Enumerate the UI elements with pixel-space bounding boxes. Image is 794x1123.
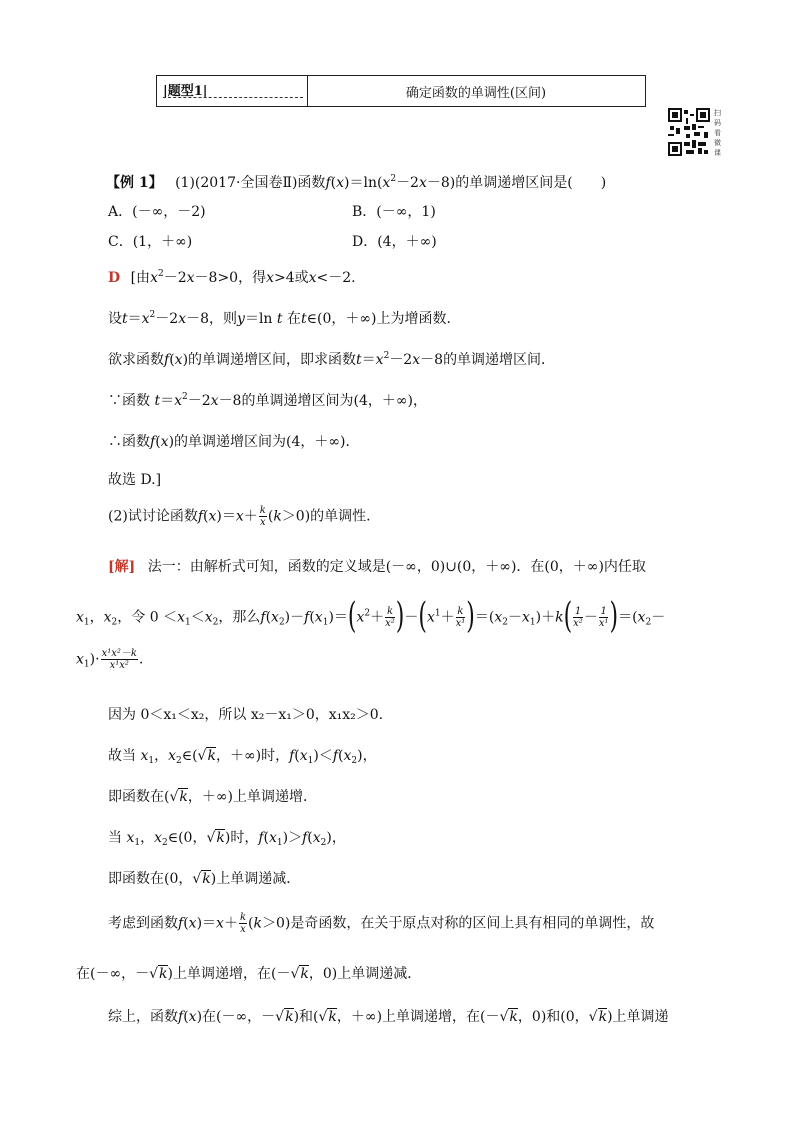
example-stem: 【例 1】 (1)(2017·全国卷Ⅱ)函数$f(x)=\ln(x^2-2x-8)$的单调递增区间是( ) — [106, 174, 607, 191]
option-c[interactable]: C．(1，＋∞) — [108, 234, 193, 250]
option-d[interactable]: D．(4，＋∞) — [352, 234, 437, 250]
part2-stem: (2)试讨论函数f(x)＝x＋ $\frac{k}{x}$ (k＞0)的单调性. — [108, 505, 371, 528]
example-label: 【例 1】 — [106, 175, 163, 191]
text: [由 — [130, 270, 151, 286]
text: )上单调递增，在(－ — [167, 966, 291, 982]
solution1-line4: ∵函数 $t=x^2-2x-8$的单调递增区间为(4，＋∞)， — [108, 392, 427, 409]
solution2-line3: $x_1)\cdot$ $\frac{\text{x¹x²－k}}{\text{x¹x²}}$ . — [76, 648, 144, 671]
fraction: $\frac{k}{\text{x¹}}$ — [455, 606, 466, 629]
text: 考虑到函数 — [108, 915, 178, 932]
text: 的单调递增区间为(4，＋∞)． — [174, 434, 360, 450]
solution1-line6: 故选 D.] — [108, 472, 162, 488]
text: ，＋∞)上单调递增，在(－ — [336, 1009, 500, 1025]
text: ，＋∞)上单调递增． — [187, 789, 317, 805]
text: 当 — [108, 830, 122, 846]
text: ，则 — [209, 311, 238, 327]
text: 的单调递增区间为(4，＋∞)， — [241, 393, 427, 409]
solution2-line6: 即函数在(√k，＋∞)上单调递增． — [108, 789, 317, 805]
text: 的单调递增区间，即求函数 — [188, 352, 357, 368]
qr-code-icon[interactable] — [668, 108, 710, 156]
solution1-line1: D [由$x^2-2x-8>0$，得x>4或x<－2. — [108, 269, 356, 286]
solution-label: [解] — [108, 559, 136, 575]
topic-title: 确定函数的单调性(区间) — [405, 86, 547, 101]
solution1-line5: ∴函数f(x)的单调递增区间为(4，＋∞)． — [108, 434, 360, 450]
text: 的单调递增区间． — [443, 352, 556, 368]
text: 是奇函数，在关于原点对称的区间上具有相同的单调性，故 — [290, 915, 655, 932]
solution2-line1 — [108, 556, 646, 576]
text: 时， — [230, 830, 259, 846]
text: ，0)上单调递减． — [308, 966, 422, 982]
option-b[interactable]: B．(－∞，1) — [352, 204, 436, 220]
text: 的单调性. — [310, 508, 371, 525]
fraction: $\frac{k}{\text{x²}}$ — [385, 606, 395, 629]
solution2-line8: 即函数在(0，√k)上单调递减． — [108, 871, 301, 887]
solution2-line11: 综上，函数f(x)在(－∞，－√k)和(√k，＋∞)上单调递增，在(－√k，0)和(0，√k)上单调递 — [108, 1009, 669, 1025]
text: 或 — [294, 270, 309, 286]
solution2-line5: 故当 $x_1$，$x_2\in(√k$，＋∞)时，$f(x_1)<f(x_2)$， — [108, 748, 377, 766]
text: ，那么 — [218, 609, 261, 626]
answer-letter: D — [108, 270, 121, 286]
topic-tag: |题型1| — [163, 84, 208, 99]
text: 在(－∞，－ — [202, 1009, 276, 1025]
example-stem-prefix: (1)(2017·全国卷Ⅱ)函数 — [175, 175, 326, 191]
text: 设 — [108, 311, 122, 327]
example-stem-suffix: 的单调递增区间是( ) — [455, 175, 607, 191]
fraction: $\frac{k}{x}$ — [259, 505, 266, 528]
text: )和( — [293, 1009, 319, 1025]
topic-tag-underline — [163, 97, 303, 98]
solution1-line3: 欲求函数f(x)的单调递增区间，即求函数$t=x^2-2x-8$的单调递增区间． — [108, 351, 556, 368]
text: )上单调递 — [607, 1009, 669, 1025]
text: 上为增函数． — [376, 311, 461, 327]
text: ，0)和(0， — [517, 1009, 589, 1025]
text: 欲求函数 — [108, 352, 164, 368]
text: 即函数在( — [108, 789, 170, 805]
fraction: $\frac{1}{\text{x¹}}$ — [598, 606, 609, 629]
qr-label: 扫码看微课 — [714, 109, 721, 157]
text: )上单调递减． — [210, 871, 301, 887]
text: 时， — [261, 748, 290, 764]
solution2-line9: 考虑到函数f(x)＝x＋ $\frac{k}{x}$ (k＞0)是奇函数，在关于原点对称的区间上具有相同的单调性，故 — [108, 912, 655, 935]
text: 在 — [287, 311, 301, 327]
text: ，得 — [238, 270, 267, 286]
text: ，令 — [117, 609, 146, 626]
fraction: $\frac{\text{x¹x²－k}}{\text{x¹x²}}$ — [101, 648, 137, 671]
text: 故当 — [108, 748, 136, 764]
solution2-line7: 当 $x_1$，$x_2\in(0$，√k)时，$f(x_1)>f(x_2)$， — [108, 830, 346, 848]
text: (2)试讨论函数 — [108, 508, 198, 525]
text: 综上，函数 — [108, 1009, 178, 1025]
solution2-line10: 在(－∞，－√k)上单调递增，在(－√k，0)上单调递减． — [76, 966, 422, 982]
fraction: $\frac{1}{\text{x²}}$ — [573, 606, 583, 629]
solution2-line2: $x_1$，$x_2$，令 $0 <x_1<x_2$，那么$f(x_2)-f(x_1)=(x^2+$ $\frac{k}{\text{x²}}$ )$-(x^1+$ $\frac{k}{\text{x¹}}$ )$=(x_2-x_1)+k$( $\frac{1}{\text{x²}}$ － $\frac{1}{\text{x¹}}$ )$=(x_2-$ — [76, 596, 666, 637]
text: ∵函数 — [108, 393, 150, 409]
fraction: $\frac{k}{x}$ — [239, 912, 246, 935]
solution2-line4: 因为 0＜x₁＜x₂，所以 x₂－x₁＞0，x₁x₂＞0. — [108, 707, 384, 723]
option-a[interactable]: A．(－∞，－2) — [108, 204, 206, 220]
text: 在(－∞，－ — [76, 966, 150, 982]
solution1-line2: 设$t=x^2-2x-8$，则y＝ln t 在t∈(0，＋∞)上为增函数． — [108, 310, 461, 327]
text: ∴函数 — [108, 434, 150, 450]
text: 法一：由解析式可知，函数的定义域是(－∞，0)∪(0，＋∞)．在(0，＋∞)内任取 — [147, 559, 646, 575]
text: 即函数在(0， — [108, 871, 193, 887]
topic-header-box — [156, 75, 646, 107]
